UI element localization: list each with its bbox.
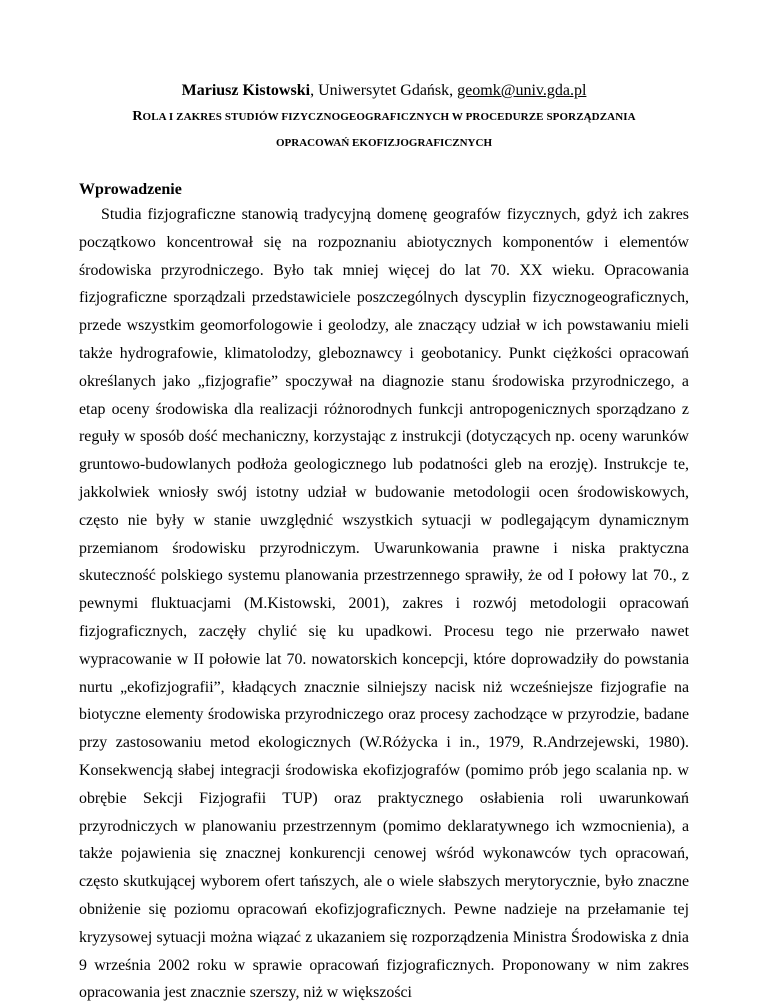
paper-title-line-2: OPRACOWAŃ EKOFIZJOGRAFICZNYCH xyxy=(275,137,493,149)
author-email-link[interactable]: geomk@univ.gda.pl xyxy=(457,82,587,99)
section-heading: Wprowadzenie xyxy=(79,181,182,198)
paper-title-line-1 xyxy=(79,109,689,125)
author-name: Mariusz Kistowski xyxy=(181,82,311,99)
author-line xyxy=(79,82,689,100)
author-affiliation: , Uniwersytet Gdańsk, xyxy=(310,82,458,99)
body-paragraph: Studia fizjograficzne stanowią tradycyjną domenę geografów fizycznych, gdyż ich zakres początkowo koncentrował się na rozpoznaniu abiotycznych komponentów i elementów środowiska przyrodniczego. Było tak mniej więcej do lat 70. XX wieku. Opracowania fizjograficzne sporządzali przedstawiciele poszczególnych dyscyplin fizycznogeograficznych, przede wszystkim geomorfologowie i geolodzy, ale znaczący udział w ich powstawaniu mieli także hydrografowie, klimatolodzy, gleboznawcy i geobotanicy. Punkt ciężkości opracowań określanych jako „fizjografie” spoczywał na diagnozie stanu środowiska przyrodniczego, a etap oceny środowiska dla realizacji różnorodnych funkcji antropogenicznych sporządzano z reguły w sposób dość mechaniczny, korzystając z instrukcji (dotyczących np. oceny warunków gruntowo-budowlanych podłoża geologicznego lub podatności gleb na erozję). Instrukcje te, jakkolwiek wniosły swój istotny udział w budowanie metodologii ocen środowiskowych, często nie były w stanie uwzględnić wszystkich sytuacji w podlegającym dynamicznym przemianom środowisku przyrodniczym. Uwarunkowania prawne i niska praktyczna skuteczność polskiego systemu planowania przestrzennego sprawiły, że od I połowy lat 70., z pewnymi fluktuacjami (M.Kistowski, 2001), zakres i rozwój metodologii opracowań fizjograficznych, zaczęły chylić się ku upadkowi. Procesu tego nie przerwało nawet wypracowanie w II połowie lat 70. nowatorskich koncepcji, które doprowadziły do powstania nurtu „ekofizjografii”, kładących znacznie silniejszy nacisk niż wcześniejsze fizjografie na biotyczne elementy środowiska przyrodniczego oraz procesy zachodzące w przyrodzie, badane przy zastosowaniu metod ekologicznych (W.Różycka i in., 1979, R.Andrzejewski, 1980). Konsekwencją słabej integracji środowiska ekofizjografów (pomimo prób jego scalania np. w obrębie Sekcji Fizjografii TUP) oraz praktycznego osłabienia roli uwarunkowań przyrodniczych w planowaniu przestrzennym (pomimo deklaratywnego ich wzmocnienia), a także pojawienia się znacznej konkurencji cenowej wśród wykonawców tych opracowań, często skutkującej wyborem ofert tańszych, ale o wiele słabszych merytorycznie, było znaczne obniżenie się poziomu opracowań ekofizjograficznych. Pewne nadzieje na przełamanie tej kryzysowej sytuacji można wiązać z ukazaniem się rozporządzenia Ministra Środowiska z dnia 9 września 2002 roku w sprawie opracowań fizjograficznych. Proponowany w nim zakres opracowania jest znacznie szerszy, niż w większości xyxy=(79,206,689,1002)
title-line-1-text: OLA I ZAKRES STUDIÓW FIZYCZNOGEOGRAFICZNYCH W PROCEDURZE SPORZĄDZANIA xyxy=(142,111,636,123)
title-initial: R xyxy=(132,109,143,124)
